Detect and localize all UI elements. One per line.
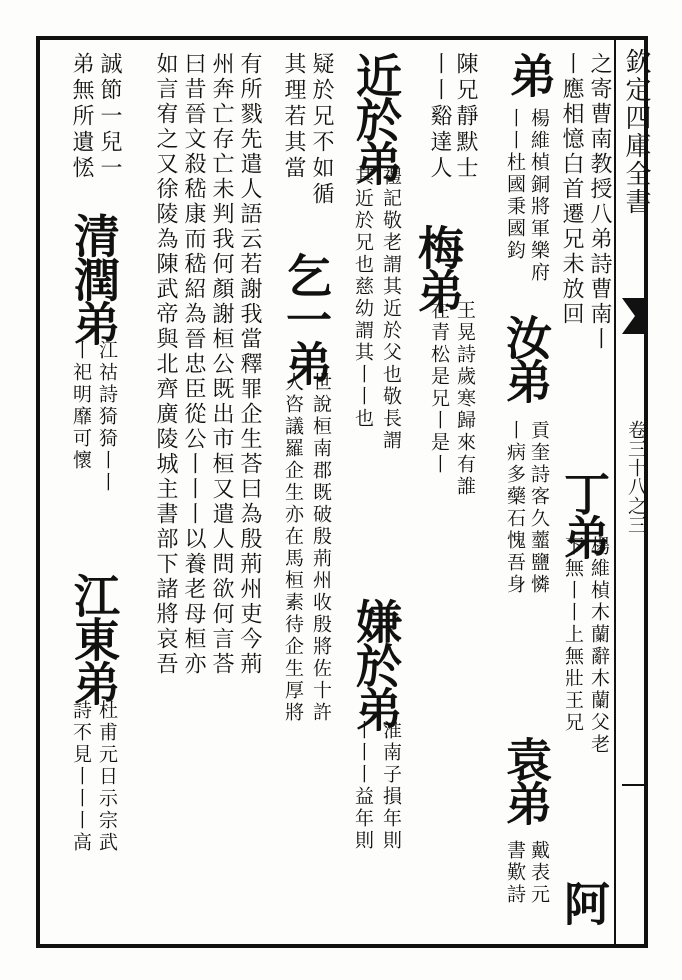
text-column-4: 丨丨杜國秉國鈞: [504, 108, 526, 262]
note-mulan-1: 楊維楨木蘭辭木蘭父老: [588, 536, 610, 756]
heading-jiang-dong-di: 江東弟: [67, 572, 121, 704]
note-shutan: 書歎詩: [504, 840, 526, 906]
note-daibiaoyuan: 戴表元: [528, 840, 550, 906]
text-column-16: 如言宥之又徐陵為陳武帝與北齊廣陵城主書部下諸將哀吾: [153, 52, 178, 677]
text-column-3: 楊維楨銅將軍樂府: [528, 108, 550, 284]
heading-qing-run-di: 清潤弟: [67, 212, 121, 344]
text-column-12: 世說桓南郡既破殷荊州收殷將佐十許: [310, 372, 332, 724]
heading-ru-di: 汝弟: [499, 314, 553, 402]
heading-ding-di: 丁弟: [557, 470, 611, 558]
text-column-7: 禮記敬老謂其近於父也敬長謂: [380, 166, 402, 452]
heading-jin-yu-di: 近於弟: [349, 52, 403, 184]
text-column-11: 人咨議羅企生亦在馬桓素待企生厚將: [282, 372, 304, 724]
text-column-22: 詩不見丨丨丨高: [70, 700, 92, 854]
note-wanghuang-2: 在青松是兄丨是丨: [428, 300, 450, 476]
text-column-21: 杜甫元日示宗武: [96, 700, 118, 854]
text-column-17: 誠節一兒一: [97, 52, 122, 182]
text-column-2: 丨應相憶白首遷兄未放回: [559, 52, 584, 327]
note-huainanzi-1: 淮南子損年則: [380, 720, 402, 852]
note-wanghuang-1: 王晃詩歲寒歸來有誰: [454, 300, 476, 498]
text-column-10: 其理若其當: [281, 52, 306, 182]
text-column-15: 曰昔晉文殺嵇康而嵇紹為晉忠臣從公丨丨丨以養老母桓亦: [181, 52, 206, 677]
text-column-8: 其近於兄也慈幼謂其丨丨也: [352, 166, 374, 430]
heading-qi-yi-di: 乞一弟: [279, 252, 333, 384]
spine-title: 欽定四庫全書: [621, 48, 651, 216]
text-column-6: 丨丨谿達人: [427, 52, 452, 182]
note-gongkui-2: 丨病多藥石愧吾身: [504, 420, 526, 596]
fish-tail-lower-icon: [622, 770, 648, 800]
heading-xian-yu-di: 嫌於弟: [349, 598, 403, 730]
note-huainanzi-2: 丨丨丨益年則: [352, 720, 374, 852]
text-column-5: 陳兄靜默士: [453, 52, 478, 182]
text-column-19: 江祜詩猗猗丨丨: [96, 340, 118, 494]
note-gongkui-1: 貢奎詩客久虀鹽憐: [528, 420, 550, 596]
text-column-20: 丨祀明靡可懷: [70, 340, 92, 472]
heading-mei-di: 梅弟: [411, 224, 465, 312]
heading-di: 弟: [503, 52, 557, 96]
spine-divider: [614, 38, 616, 946]
text-column-13: 有所戮先遣人語云若謝我當釋罪企生荅曰為殷荊州吏今荊: [237, 52, 262, 677]
text-column-14: 州奔亡存亡未判我何顏謝桓公既出市桓又遣人問欲何言荅: [209, 52, 234, 677]
heading-a: 阿: [557, 880, 611, 924]
fish-tail-icon: [622, 298, 648, 334]
text-column-9: 疑於兄不如循: [309, 52, 334, 208]
note-mulan-2: 下無丨丨上無壯王兄: [562, 536, 584, 734]
spine-volume: 卷三十八之三: [625, 420, 647, 534]
text-column-1: 之寄曹南教授八弟詩曹南丨: [587, 52, 612, 352]
heading-yuan-di: 袁弟: [499, 736, 553, 824]
text-column-18: 弟無所遺恡: [69, 52, 94, 182]
